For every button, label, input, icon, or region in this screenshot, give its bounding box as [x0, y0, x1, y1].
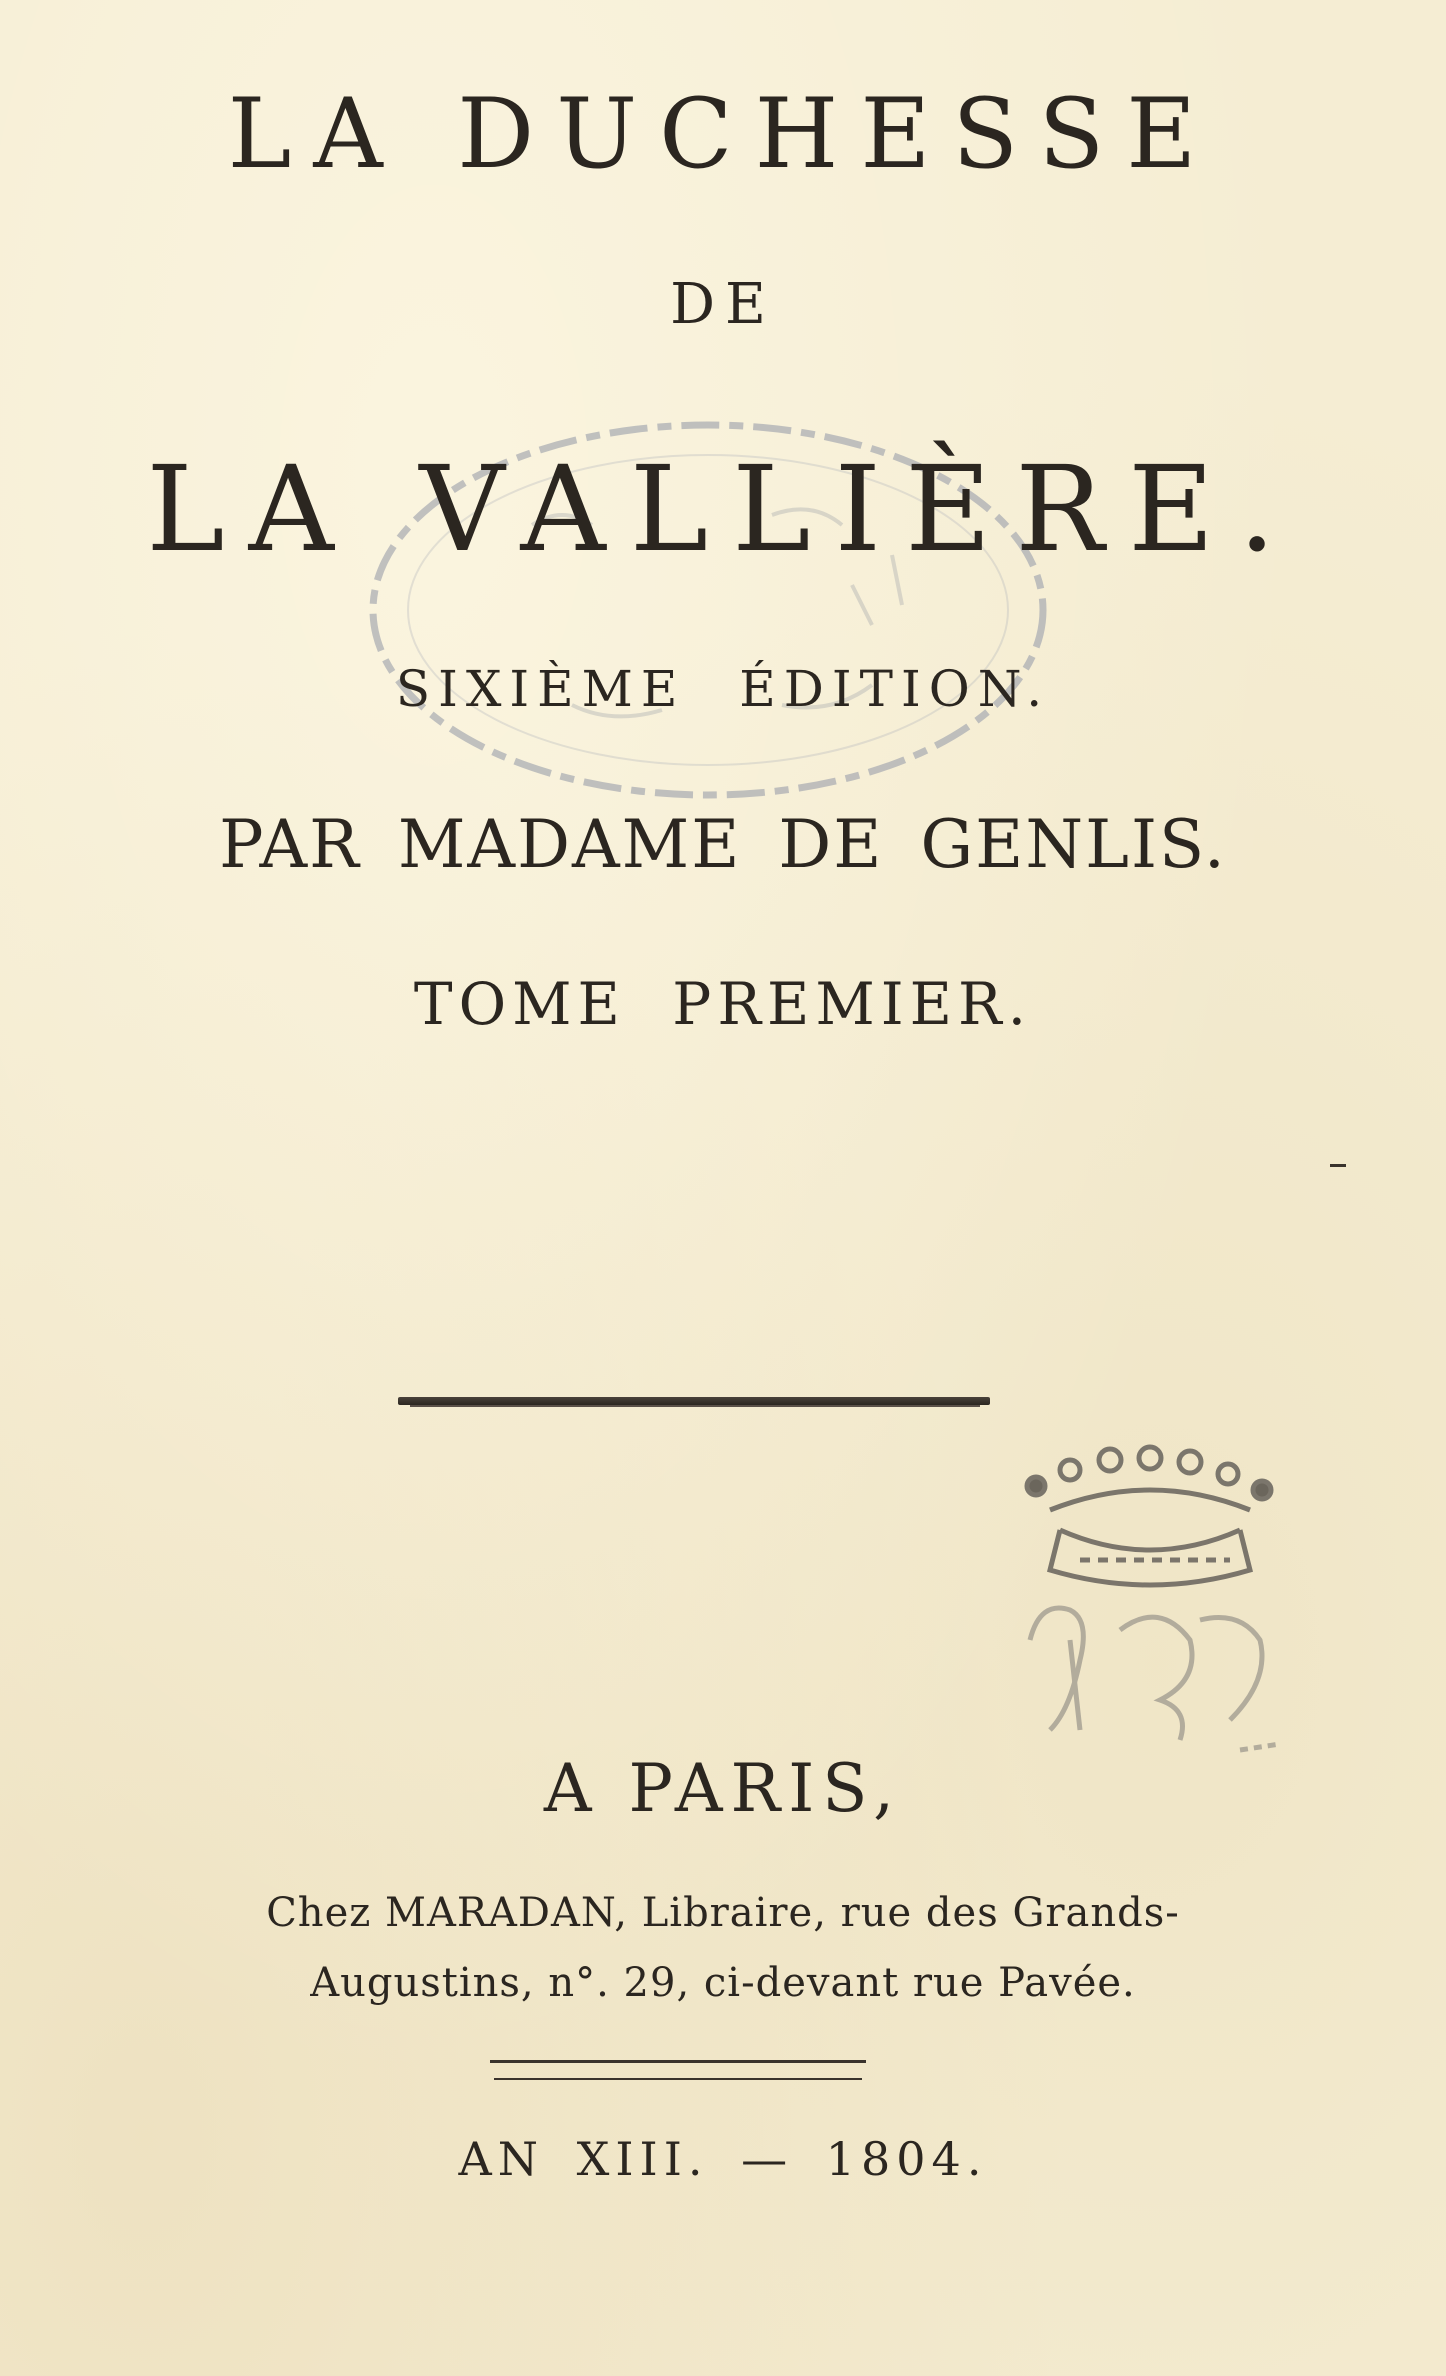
publisher-line-1: Chez MARADAN, Libraire, rue des Grands-	[266, 1890, 1180, 1936]
author-line: PAR MADAME DE GENLIS.	[219, 806, 1227, 883]
edition-line: SIXIÈME ÉDITION.	[395, 660, 1051, 718]
double-rule-bottom	[494, 2078, 862, 2080]
double-rule-top	[490, 2060, 866, 2063]
title-line-3: LA VALLIÈRE.	[146, 440, 1300, 578]
ornamental-rule-underline	[410, 1405, 980, 1407]
date-line: AN XIII. — 1804.	[458, 2132, 988, 2186]
ornamental-rule	[398, 1397, 990, 1405]
place-line: A PARIS,	[543, 1750, 903, 1827]
edge-mark	[1330, 1164, 1346, 1167]
title-line-2: DE	[670, 272, 776, 337]
title-line-1: LA DUCHESSE	[227, 78, 1219, 190]
volume-line: TOME PREMIER.	[413, 970, 1033, 1038]
crown-monogram-stamp-icon	[1000, 1440, 1320, 1770]
publisher-line-2: Augustins, n°. 29, ci-devant rue Pavée.	[310, 1960, 1136, 2006]
